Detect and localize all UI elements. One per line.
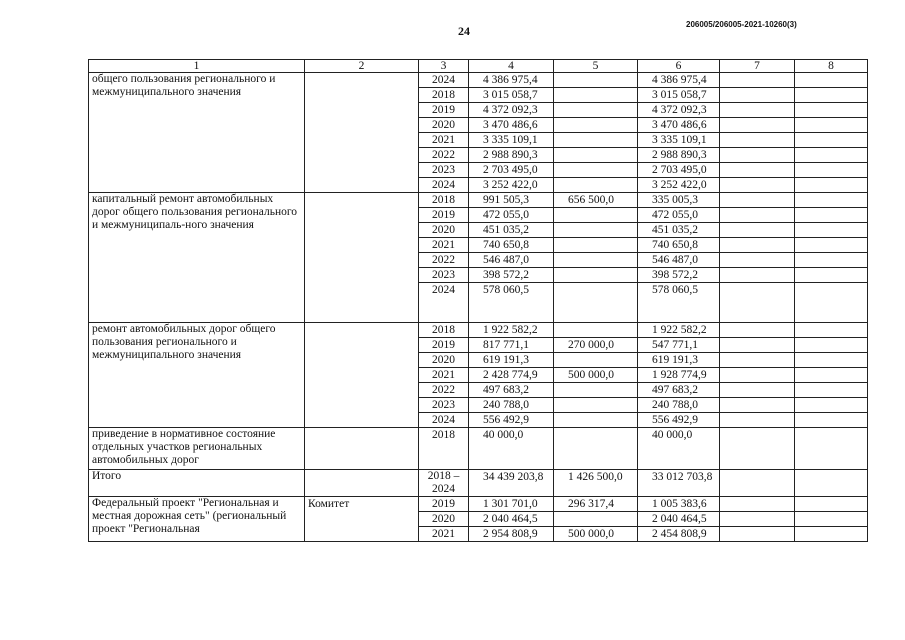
federal-cell: 270 000,0	[554, 338, 638, 353]
regional-cell: 4 372 092,3	[638, 103, 720, 118]
federal-cell	[554, 383, 638, 398]
regional-cell: 3 335 109,1	[638, 133, 720, 148]
empty-cell	[720, 428, 795, 470]
empty-cell	[720, 253, 795, 268]
column-header: 2	[305, 60, 419, 73]
regional-cell: 4 386 975,4	[638, 73, 720, 88]
year-cell: 2020	[419, 118, 469, 133]
federal-cell: 500 000,0	[554, 368, 638, 383]
year-cell: 2022	[419, 148, 469, 163]
total-cell: 451 035,2	[469, 223, 554, 238]
empty-cell	[795, 73, 868, 88]
year-cell: 2018	[419, 193, 469, 208]
regional-cell: 335 005,3	[638, 193, 720, 208]
row-label: капитальный ремонт автомобильных дорог общего пользования регионального и межмуниципаль-ного значения	[89, 193, 305, 323]
empty-cell	[720, 368, 795, 383]
total-cell: 4 386 975,4	[469, 73, 554, 88]
empty-cell	[795, 268, 868, 283]
year-cell: 2019	[419, 103, 469, 118]
federal-cell	[554, 512, 638, 527]
regional-cell: 398 572,2	[638, 268, 720, 283]
regional-cell: 2 703 495,0	[638, 163, 720, 178]
total-cell: 240 788,0	[469, 398, 554, 413]
total-cell: 2 988 890,3	[469, 148, 554, 163]
total-cell: 2 703 495,0	[469, 163, 554, 178]
year-cell: 2022	[419, 253, 469, 268]
year-cell: 2021	[419, 133, 469, 148]
total-cell: 546 487,0	[469, 253, 554, 268]
year-cell: 2023	[419, 163, 469, 178]
year-cell: 2018	[419, 323, 469, 338]
year-cell: 2022	[419, 383, 469, 398]
regional-cell: 451 035,2	[638, 223, 720, 238]
empty-cell	[795, 512, 868, 527]
regional-cell: 3 015 058,7	[638, 88, 720, 103]
regional-cell: 2 454 808,9	[638, 527, 720, 542]
empty-cell	[720, 398, 795, 413]
empty-cell	[720, 88, 795, 103]
responsible-org	[305, 73, 419, 193]
federal-cell	[554, 323, 638, 338]
regional-cell: 1 922 582,2	[638, 323, 720, 338]
table-row	[89, 497, 868, 512]
column-header: 5	[554, 60, 638, 73]
empty-cell	[720, 338, 795, 353]
empty-cell	[795, 178, 868, 193]
empty-cell	[720, 148, 795, 163]
page-number: 24	[458, 24, 470, 38]
empty-cell	[720, 353, 795, 368]
year-cell: 2024	[419, 413, 469, 428]
total-cell: 817 771,1	[469, 338, 554, 353]
responsible-org	[305, 323, 419, 428]
total-cell: 2 954 808,9	[469, 527, 554, 542]
table-row	[89, 193, 868, 208]
empty-cell	[795, 88, 868, 103]
empty-cell	[720, 178, 795, 193]
regional-cell: 1 005 383,6	[638, 497, 720, 512]
regional-cell: 740 650,8	[638, 238, 720, 253]
federal-cell	[554, 88, 638, 103]
regional-cell: 472 055,0	[638, 208, 720, 223]
total-cell: 398 572,2	[469, 268, 554, 283]
column-header: 6	[638, 60, 720, 73]
year-cell: 2019	[419, 338, 469, 353]
empty-cell	[720, 527, 795, 542]
empty-cell	[795, 238, 868, 253]
empty-cell	[795, 163, 868, 178]
federal-cell: 1 426 500,0	[554, 470, 638, 497]
empty-cell	[720, 208, 795, 223]
federal-cell: 656 500,0	[554, 193, 638, 208]
total-cell: 3 335 109,1	[469, 133, 554, 148]
federal-cell	[554, 413, 638, 428]
federal-cell	[554, 398, 638, 413]
total-cell: 4 372 092,3	[469, 103, 554, 118]
empty-cell	[720, 103, 795, 118]
row-label: Итого	[89, 470, 305, 497]
empty-cell	[795, 133, 868, 148]
total-cell: 3 470 486,6	[469, 118, 554, 133]
responsible-org	[305, 193, 419, 323]
empty-cell	[720, 497, 795, 512]
year-cell: 2023	[419, 268, 469, 283]
total-cell: 578 060,5	[469, 283, 554, 323]
empty-cell	[795, 383, 868, 398]
total-cell: 991 505,3	[469, 193, 554, 208]
empty-cell	[795, 283, 868, 323]
regional-cell: 546 487,0	[638, 253, 720, 268]
regional-cell: 40 000,0	[638, 428, 720, 470]
empty-cell	[720, 268, 795, 283]
row-label: Федеральный проект "Региональная и местная дорожная сеть" (региональный проект "Региональная	[89, 497, 305, 542]
responsible-org	[305, 470, 419, 497]
column-header: 4	[469, 60, 554, 73]
federal-cell	[554, 178, 638, 193]
responsible-org	[305, 428, 419, 470]
total-cell: 1 922 582,2	[469, 323, 554, 338]
regional-cell: 619 191,3	[638, 353, 720, 368]
regional-cell: 497 683,2	[638, 383, 720, 398]
empty-cell	[720, 73, 795, 88]
total-cell: 3 015 058,7	[469, 88, 554, 103]
column-header: 7	[720, 60, 795, 73]
empty-cell	[795, 353, 868, 368]
empty-cell	[795, 253, 868, 268]
federal-cell: 500 000,0	[554, 527, 638, 542]
empty-cell	[795, 368, 868, 383]
empty-cell	[795, 413, 868, 428]
header-row	[89, 60, 868, 73]
federal-cell	[554, 223, 638, 238]
total-cell: 3 252 422,0	[469, 178, 554, 193]
year-cell: 2021	[419, 238, 469, 253]
year-cell: 2024	[419, 283, 469, 323]
year-cell: 2019	[419, 497, 469, 512]
federal-cell: 296 317,4	[554, 497, 638, 512]
regional-cell: 547 771,1	[638, 338, 720, 353]
total-cell: 619 191,3	[469, 353, 554, 368]
empty-cell	[795, 527, 868, 542]
empty-cell	[795, 148, 868, 163]
year-cell: 2024	[419, 178, 469, 193]
federal-cell	[554, 353, 638, 368]
year-cell: 2021	[419, 368, 469, 383]
table-row	[89, 428, 868, 470]
federal-cell	[554, 208, 638, 223]
total-cell: 2 040 464,5	[469, 512, 554, 527]
federal-cell	[554, 163, 638, 178]
total-cell: 2 428 774,9	[469, 368, 554, 383]
regional-cell: 578 060,5	[638, 283, 720, 323]
regional-cell: 1 928 774,9	[638, 368, 720, 383]
empty-cell	[795, 470, 868, 497]
empty-cell	[720, 383, 795, 398]
year-cell: 2018	[419, 88, 469, 103]
empty-cell	[795, 118, 868, 133]
empty-cell	[720, 163, 795, 178]
total-cell: 556 492,9	[469, 413, 554, 428]
federal-cell	[554, 103, 638, 118]
empty-cell	[795, 103, 868, 118]
regional-cell: 33 012 703,8	[638, 470, 720, 497]
budget-table	[88, 59, 868, 542]
empty-cell	[795, 323, 868, 338]
total-cell: 497 683,2	[469, 383, 554, 398]
federal-cell	[554, 268, 638, 283]
total-cell: 1 301 701,0	[469, 497, 554, 512]
regional-cell: 2 988 890,3	[638, 148, 720, 163]
total-cell: 472 055,0	[469, 208, 554, 223]
regional-cell: 2 040 464,5	[638, 512, 720, 527]
year-cell: 2023	[419, 398, 469, 413]
responsible-org: Комитет	[305, 497, 419, 542]
empty-cell	[720, 413, 795, 428]
table-row	[89, 323, 868, 338]
column-header: 8	[795, 60, 868, 73]
regional-cell: 240 788,0	[638, 398, 720, 413]
empty-cell	[720, 323, 795, 338]
year-cell: 2019	[419, 208, 469, 223]
total-cell: 34 439 203,8	[469, 470, 554, 497]
column-header: 1	[89, 60, 305, 73]
empty-cell	[720, 238, 795, 253]
empty-cell	[795, 208, 868, 223]
federal-cell	[554, 283, 638, 323]
federal-cell	[554, 118, 638, 133]
year-cell: 2020	[419, 353, 469, 368]
regional-cell: 3 470 486,6	[638, 118, 720, 133]
empty-cell	[720, 223, 795, 238]
federal-cell	[554, 73, 638, 88]
regional-cell: 556 492,9	[638, 413, 720, 428]
year-cell: 2020	[419, 223, 469, 238]
empty-cell	[795, 497, 868, 512]
empty-cell	[720, 133, 795, 148]
year-cell: 2020	[419, 512, 469, 527]
federal-cell	[554, 253, 638, 268]
year-cell: 2021	[419, 527, 469, 542]
document-code: 206005/206005-2021-10260(3)	[686, 20, 797, 29]
federal-cell	[554, 428, 638, 470]
year-cell: 2024	[419, 73, 469, 88]
empty-cell	[720, 193, 795, 208]
empty-cell	[795, 398, 868, 413]
regional-cell: 3 252 422,0	[638, 178, 720, 193]
total-cell: 740 650,8	[469, 238, 554, 253]
row-label: ремонт автомобильных дорог общего пользования регионального и межмуниципального значения	[89, 323, 305, 428]
table-row	[89, 73, 868, 88]
total-cell: 40 000,0	[469, 428, 554, 470]
empty-cell	[720, 470, 795, 497]
empty-cell	[795, 338, 868, 353]
empty-cell	[795, 223, 868, 238]
federal-cell	[554, 148, 638, 163]
year-cell: 2018 – 2024	[419, 470, 469, 497]
row-label: приведение в нормативное состояние отдельных участков региональных автомобильных дорог	[89, 428, 305, 470]
row-label: общего пользования регионального и межмуниципального значения	[89, 73, 305, 193]
federal-cell	[554, 133, 638, 148]
empty-cell	[720, 283, 795, 323]
year-cell: 2018	[419, 428, 469, 470]
column-header: 3	[419, 60, 469, 73]
empty-cell	[720, 512, 795, 527]
empty-cell	[795, 193, 868, 208]
empty-cell	[795, 428, 868, 470]
federal-cell	[554, 238, 638, 253]
empty-cell	[720, 118, 795, 133]
table-row	[89, 470, 868, 497]
